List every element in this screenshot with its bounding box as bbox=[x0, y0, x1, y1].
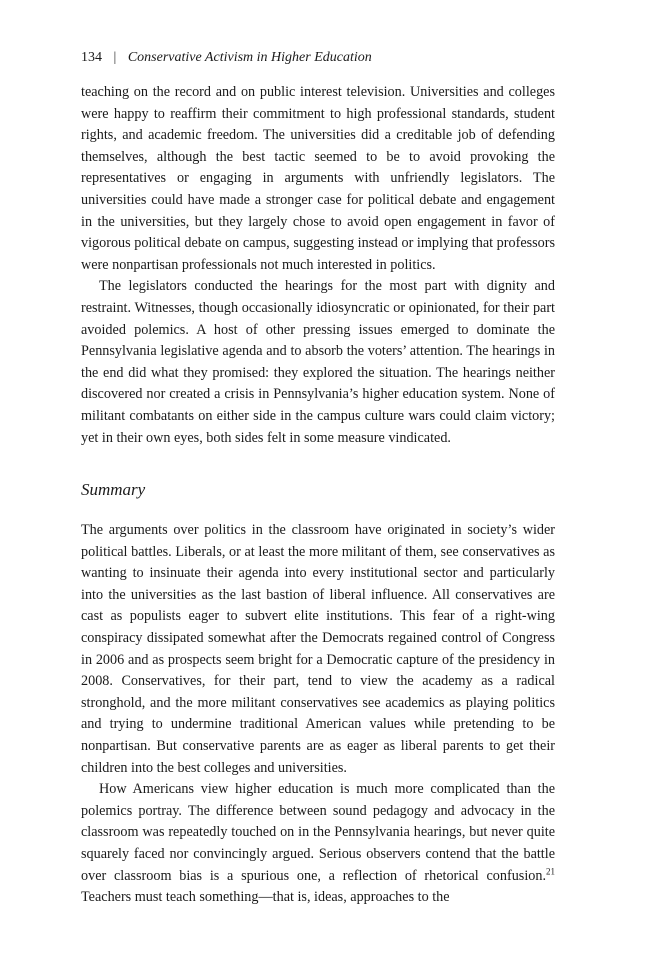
body-paragraph: The legislators conducted the hearings for the most part with dignity and restraint. Witnesses, though occasionally idiosyncratic or opinionated, for their part avoided polemics. A host of other pressing issues emerged to dominate the Pennsylvania legislative agenda and to absorb the voters’ attention. The hearings in the end did what they promised: they explored the situation. The hearings neither discovered nor created a crisis in Pennsylvania’s higher education system. None of militant combatants on either side in the campus culture wars could claim victory; yet in their own eyes, both sides felt in some measure vindicated. bbox=[81, 278, 555, 446]
body-paragraph-with-note bbox=[81, 779, 555, 909]
running-title: Conservative Activism in Higher Education bbox=[127, 50, 372, 65]
body-paragraph: teaching on the record and on public interest television. Universities and colleges were happy to reaffirm their commitment to high professional standards, student rights, and academic freedom. The universities did a creditable job of defending themselves, although the best tactic seemed to be to avoid provoking the representatives or engaging in arguments with unfriendly legislators. The universities could have made a stronger case for political debate and engagement in the universities, but they largely chose to avoid open engagement in favor of vigorous political debate on campus, suggesting instead or implying that professors were nonpartisan professionals not much interested in politics. bbox=[81, 84, 555, 273]
paragraph-text: How Americans view higher education is much more complicated than the polemics portray. The difference between sound pedagogy and advocacy in the classroom was repeatedly touched on in the Pennsylvania hearings, but never quite squarely faced nor convincingly argued. Serious observers contend that the battle over classroom bias is a spurious one, a reflection of rhetorical confusion. bbox=[81, 781, 555, 884]
section-heading: Summary bbox=[81, 480, 146, 500]
header-separator: | bbox=[113, 50, 117, 65]
paragraph-text: Teachers must teach something—that is, ideas, approaches to the bbox=[81, 889, 450, 906]
running-header bbox=[81, 48, 555, 68]
book-page bbox=[81, 48, 555, 909]
body-paragraph: The arguments over politics in the classroom have originated in society’s wider political battles. Liberals, or at least the more militant of them, see conservatives as wanting to insinuate their agenda into every institutional sector and particularly into the universities as the last bastion of liberal influence. All conservatives are cast as populists eager to subvert elite institutions. This fear of a right-wing conspiracy dissipated somewhat after the Democrats regained control of Congress in 2006 and as prospects seem bright for a Democratic capture of the presidency in 2008. Conservatives, for their part, tend to view the academy as a radical stronghold, and the more militant conservatives see academics as playing politics and trying to undermine traditional American values while pretending to be nonpartisan. But conservative parents are as eager as liberal parents to get their children into the best colleges and universities. bbox=[81, 522, 555, 776]
page-number: 134 bbox=[81, 50, 102, 65]
footnote-marker[interactable]: 21 bbox=[546, 865, 555, 876]
